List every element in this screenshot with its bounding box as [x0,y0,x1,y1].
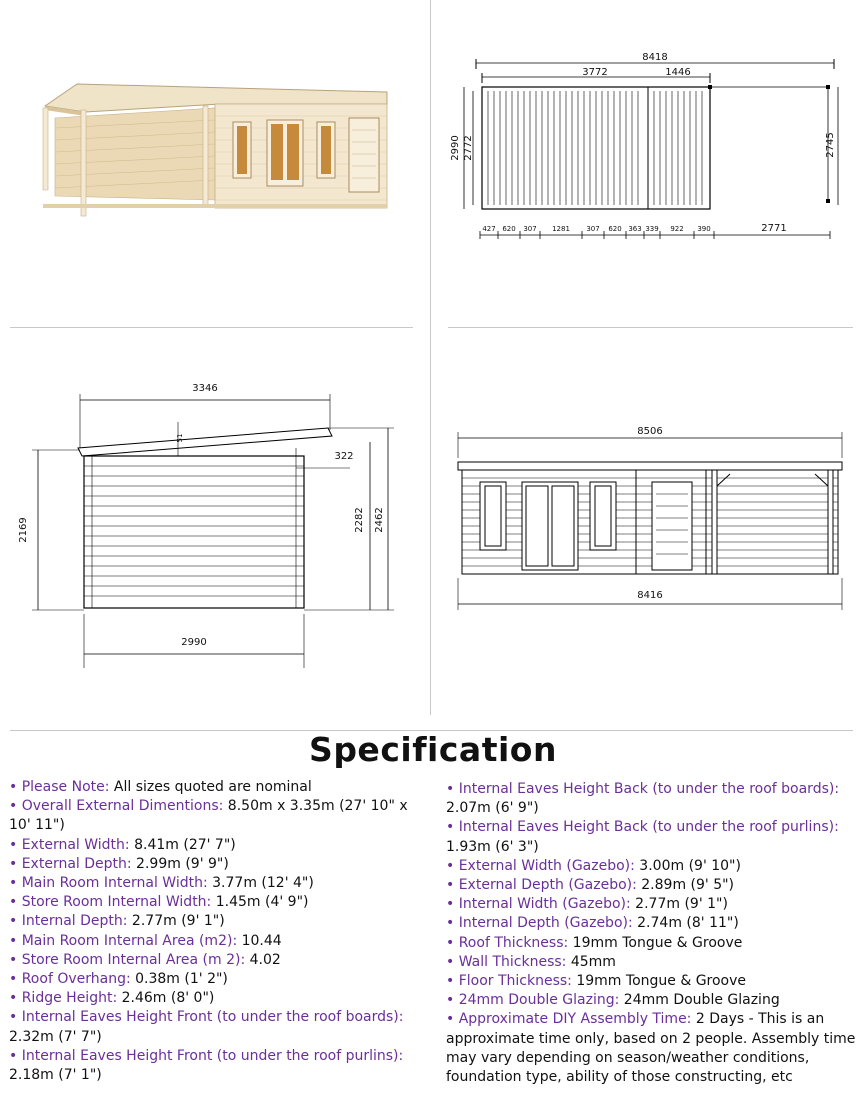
spec-item [9,989,419,1008]
spec-item [9,797,419,835]
spec-item [9,874,419,893]
spec-item [9,951,419,970]
spec-value: 8.41m (27' 7") [129,836,236,853]
plan-bottom-dim-4: 1281 [552,225,570,233]
side-top-dim: 3346 [192,383,218,394]
spec-label: • Store Room Internal Width: [9,894,212,911]
spec-item [9,1008,419,1046]
spec-label: • Main Room Internal Area (m2): [9,932,238,949]
side-height-left-dim: 2169 [18,517,29,543]
plan-bottom-dim-6: 620 [608,225,622,233]
spec-item [446,780,862,818]
spec-item [446,895,862,914]
spec-item [9,778,419,797]
spec-value: 19mm Tongue & Groove [571,973,747,990]
plan-store-dim: 1446 [665,67,691,78]
spec-label: • Main Room Internal Width: [9,875,208,892]
spec-label: • Roof Overhang: [9,971,131,988]
spec-value: 3.00m (9' 10") [634,857,741,874]
spec-value: 2.18m (7' 1") [9,1067,102,1084]
plan-depth-outer-dim: 2990 [450,135,461,161]
spec-label: • Overall External Dimentions: [9,798,224,815]
spec-value: 8.50m x 3.35m (27' 10" x 10' 11") [9,798,408,834]
spec-value: 45mm [566,953,616,970]
spec-item [9,855,419,874]
spec-item [446,953,862,972]
spec-list-left [9,778,419,1085]
spec-value: 2 Days - This is an approximate time only, based on 2 people. Assembly time may vary depending on season/weather conditions, foundation type, ability of those constructing, etc [446,1011,856,1086]
plan-bottom-dim-3: 307 [523,225,537,233]
front-bottom-dim: 8416 [637,590,663,601]
divider-top-right [448,327,853,328]
plan-bottom-dim-2: 620 [502,225,516,233]
spec-item [446,914,862,933]
plan-gazebo-depth-dim: 2745 [825,132,836,158]
spec-label: • Internal Eaves Height Front (to under the roof purlins): [9,1047,404,1064]
plan-main-dim: 3772 [582,67,608,78]
spec-item [446,1010,862,1087]
spec-value: 2.74m (8' 11") [632,915,739,932]
plan-bottom-dim-1: 427 [482,225,496,233]
spec-label: • External Width (Gazebo): [446,857,635,874]
spec-value: 2.77m (9' 1") [127,913,225,930]
front-elevation-drawing [450,420,855,615]
spec-label: • External Width: [9,836,130,853]
spec-value: 2.89m (9' 5") [636,877,735,894]
spec-value: 0.38m (1' 2") [130,971,228,988]
side-overhang-small-dim: 51 [176,433,184,443]
side-height-right-dim: 2462 [374,507,385,533]
spec-item [9,912,419,931]
spec-label: • Internal Depth: [9,913,128,930]
spec-item [446,818,862,856]
spec-item [9,1047,419,1085]
spec-value: 19mm Tongue & Groove [568,934,743,951]
plan-bottom-dim-9: 922 [670,225,684,233]
plan-bottom-dim-7: 363 [628,225,642,233]
spec-value: 1.45m (4' 9") [211,894,309,911]
spec-item [446,857,862,876]
divider-vertical [430,0,431,715]
spec-label: • Internal Eaves Height Front (to under the roof boards): [9,1009,404,1026]
plan-bottom-dim-5: 307 [586,225,600,233]
plan-overall-dim: 8418 [642,52,668,63]
spec-item [9,932,419,951]
spec-label: • Roof Thickness: [446,934,569,951]
spec-value: 24mm Double Glazing [619,992,780,1009]
spec-value: 2.32m (7' 7") [9,1028,102,1045]
front-top-dim: 8506 [637,426,663,437]
spec-item [9,893,419,912]
side-overhang-dim: 322 [334,451,354,462]
spec-value: 2.77m (9' 1") [630,896,728,913]
spec-value: 3.77m (12' 4") [207,875,314,892]
spec-list-right [446,780,862,1087]
spec-label: • Approximate DIY Assembly Time: [446,1011,692,1028]
plan-bottom-dim-10: 390 [697,225,711,233]
spec-label: • 24mm Double Glazing: [446,992,620,1009]
spec-value: 10.44 [237,932,282,949]
side-bottom-dim: 2990 [181,637,207,648]
spec-item [446,972,862,991]
side-elevation-drawing [10,378,420,678]
spec-label: • Please Note: [9,779,110,795]
spec-heading: Specification [309,730,557,769]
spec-label: • Ridge Height: [9,990,118,1007]
spec-item [446,991,862,1010]
spec-label: • Wall Thickness: [446,953,567,970]
spec-label: • Store Room Internal Area (m 2): [9,951,246,968]
spec-item [9,836,419,855]
spec-item [446,876,862,895]
spec-label: • Floor Thickness: [446,973,572,990]
spec-label: • External Depth (Gazebo): [446,877,637,894]
spec-value: 2.07m (6' 9") [446,800,539,817]
plan-gazebo-width-dim: 2771 [761,223,787,234]
plan-depth-inner-dim: 2772 [463,135,474,161]
spec-value: All sizes quoted are nominal [109,779,312,795]
floor-plan-drawing [440,45,860,255]
side-height-mid-dim: 2282 [354,507,365,533]
plan-bottom-dim-8: 339 [645,225,659,233]
spec-value: 2.99m (9' 9") [131,855,229,872]
spec-label: • Internal Width (Gazebo): [446,896,631,913]
spec-label: • Internal Eaves Height Back (to under the roof boards): [446,781,840,797]
spec-label: • Internal Eaves Height Back (to under the roof purlins): [446,819,839,836]
spec-value: 1.93m (6' 3") [446,838,539,855]
spec-label: • Internal Depth (Gazebo): [446,915,633,932]
divider-top-left [10,327,413,328]
spec-value: 4.02 [245,951,281,968]
spec-item [446,934,862,953]
spec-item [9,970,419,989]
product-render-image [15,70,395,220]
spec-label: • External Depth: [9,855,132,872]
spec-value: 2.46m (8' 0") [117,990,215,1007]
